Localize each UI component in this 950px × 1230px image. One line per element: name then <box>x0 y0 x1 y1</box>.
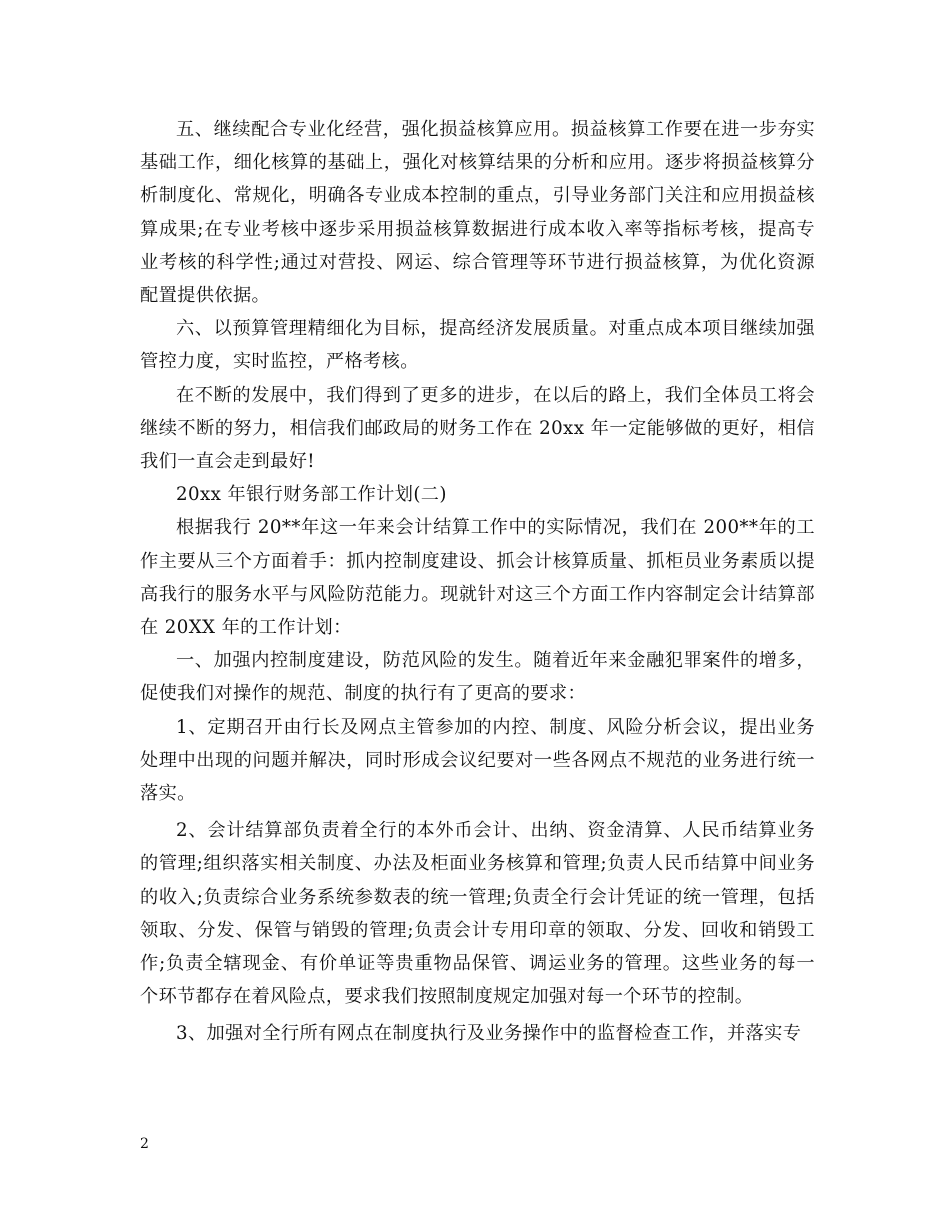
paragraph-item-one: 一、加强内控制度建设，防范风险的发生。随着近年来金融犯罪案件的增多，促使我们对操作的规范、制度的执行有了更高的要求： <box>140 650 815 705</box>
paragraph-section-five: 五、继续配合专业化经营，强化损益核算应用。损益核算工作要在进一步夯实基础工作，细化核算的基础上，强化对核算结果的分析和应用。逐步将损益核算分析制度化、常规化，明确各专业成本控制的重点，引导业务部门关注和应用损益核算成果;在专业考核中逐步采用损益核算数据进行成本收入率等指标考核，提高专业考核的科学性;通过对营投、网运、综合管理等环节进行损益核算，为优化资源配置提供依据。 <box>140 119 815 307</box>
page-number: 2 <box>140 1136 149 1152</box>
section-heading: 20xx 年银行财务部工作计划(二) <box>176 484 447 506</box>
paragraph-sub-item-3: 3、加强对全行所有网点在制度执行及业务操作中的监督检查工作，并落实专 <box>176 1023 802 1045</box>
paragraph-sub-item-1: 1、定期召开由行长及网点主管参加的内控、制度、风险分析会议，提出业务处理中出现的问题并解决，同时形成会议纪要对一些各网点不规范的业务进行统一落实。 <box>140 716 815 805</box>
paragraph-sub-item-2: 2、会计结算部负责着全行的本外币会计、出纳、资金清算、人民币结算业务的管理;组织落实相关制度、办法及柜面业务核算和管理;负责人民币结算中间业务的收入;负责综合业务系统参数表的统一管理;负责全行会计凭证的统一管理，包括领取、分发、保管与销毁的管理;负责会计专用印章的领取、分发、回收和销毁工作;负责全辖现金、有价单证等贵重物品保管、调运业务的管理。这些业务的每一个环节都存在着风险点，要求我们按照制度规定加强对每一个环节的控制。 <box>140 820 815 1008</box>
document-body <box>140 113 815 1051</box>
paragraph-section-six: 六、以预算管理精细化为目标，提高经济发展质量。对重点成本项目继续加强管控力度，实时监控，严格考核。 <box>140 318 815 373</box>
paragraph-closing: 在不断的发展中，我们得到了更多的进步，在以后的路上，我们全体员工将会继续不断的努力，相信我们邮政局的财务工作在 20xx 年一定能够做的更好，相信我们一直会走到最好! <box>140 384 815 473</box>
paragraph-intro: 根据我行 20**年这一年来会计结算工作中的实际情况，我们在 200**年的工作主要从三个方面着手：抓内控制度建设、抓会计核算质量、抓柜员业务素质以提高我行的服务水平与风险防范能力。现就针对这三个方面工作内容制定会计结算部在 20XX 年的工作计划： <box>140 517 815 639</box>
